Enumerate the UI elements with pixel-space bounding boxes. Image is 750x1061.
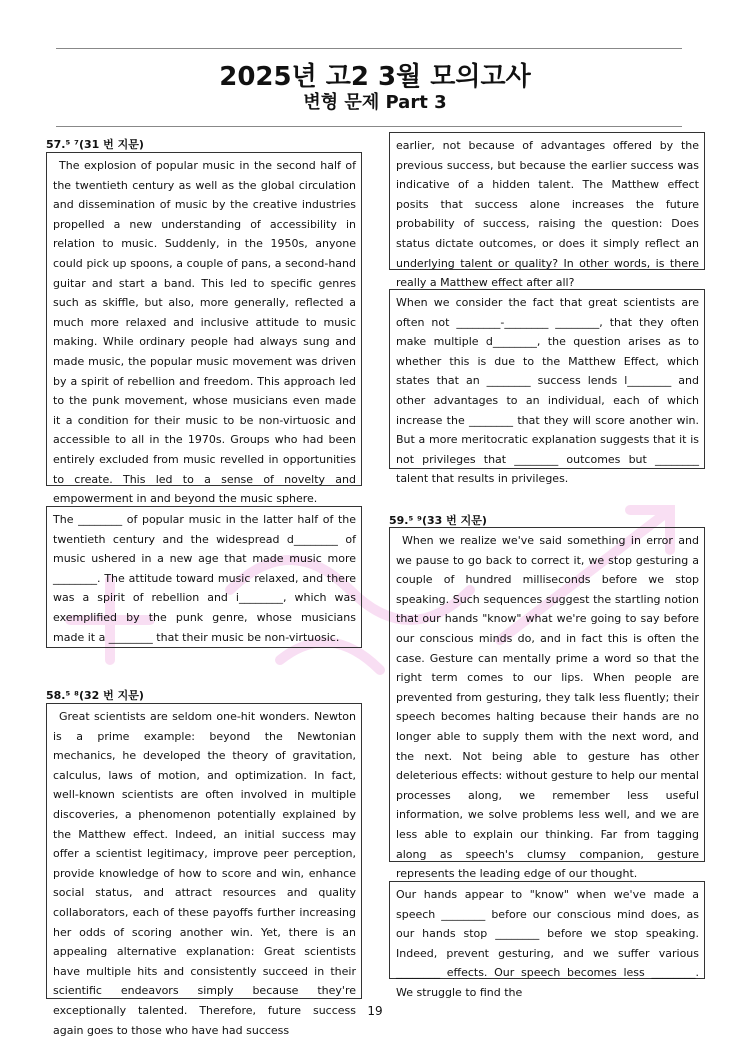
top-rule [56, 48, 682, 49]
question-58-passage-part1 [46, 703, 362, 1037]
page-number: 19 [367, 1004, 383, 1018]
page-subtitle: 변형 문제 Part 3 [303, 92, 447, 113]
question-59-passage [389, 527, 705, 881]
question-57-passage [46, 152, 362, 506]
question-57-label: 57.⁵ ⁷(31 번 지문) [46, 138, 144, 151]
page-title: 2025년 고2 3월 모의고사 [219, 62, 531, 92]
question-58-passage-part2 [389, 132, 705, 290]
passage-text: Great scientists are seldom one-hit wonders. Newton is a prime example: beyond the Newtonian mechanics, he developed the theory of gravitation, calculus, laws of motion, and optimization. In fact, well-known scientists are often involved in multiple discoveries, a phenomenon potentially explained by the Matthew effect. Indeed, an initial success may offer a scientist legitimacy, improve peer perception, provide knowledge of how to score and win, enhance social status, and attract resources and quality collaborators, each of these payoffs further increasing her odds of scoring another win. Yet, there is an appealing alternative explanation: Great scientists have multiple hits and consistently succeed in their scientific endeavors simply because they're exceptionally talented. Therefore, future success again goes to those who have had success [53, 710, 356, 1037]
summary-text: Our hands appear to "know" when we've made a speech ________ before our conscious mind does, as our hands stop ________ before we stop speaking. Indeed, prevent gesturing, and we suffer various ________ effects. Our speech becomes less ________. We struggle to find the [396, 888, 699, 999]
question-59-label: 59.⁵ ⁹(33 번 지문) [389, 514, 487, 527]
question-57-summary [46, 506, 362, 648]
summary-text: When we consider the fact that great scientists are often not ________-________ ________, that they often make multiple d________, the question arises as to whether this is due to the Matthew Effect, which states that an ________ success lends l________ and other advantages to an individual, each of which increase the ________ that they will score another win. But a more meritocratic explanation suggests that it is not privileges that ________ outcomes but ________ talent that results in privileges. [396, 296, 699, 486]
question-59-summary [389, 881, 705, 999]
question-58-label: 58.⁵ ⁸(32 번 지문) [46, 689, 144, 702]
question-58-summary [389, 289, 705, 486]
summary-text: The ________ of popular music in the latter half of the twentieth century and the widespread d________ of music ushered in a new age that made music more ________. The attitude toward music relaxed, and there was a spirit of rebellion and i________, which was exemplified by the punk genre, whose musicians made it a ________ that their music be non-virtuosic. [53, 513, 356, 644]
passage-text: The explosion of popular music in the second half of the twentieth century as well as the global circulation and dissemination of music by the creative industries propelled a new understanding of accessibility in relation to music. Suddenly, in the 1950s, anyone could pick up spoons, a couple of pans, a second-hand guitar and start a band. This led to specific genres such as skiffle, but also, more generally, reflected a much more relaxed and inclusive attitude to music making. While ordinary people had always sung and made music, the popular music movement was driven by a spirit of rebellion and freedom. This approach led to the punk movement, whose musicians even made it a condition for their music to be non-virtuosic and accessible to all in the 1970s. Groups who had been entirely excluded from music revelled in opportunities to create. This led to a sense of novelty and empowerment in and beyond the music sphere. [53, 159, 356, 506]
passage-text: When we realize we've said something in error and we pause to go back to correct it, we stop gesturing a couple of hundred milliseconds before we stop speaking. Such sequences suggest the startling notion that our hands "know" what we're going to say before our conscious minds do, and in fact this is often the case. Gesture can mentally prime a word so that the right term comes to our lips. When people are prevented from gesturing, they talk less fluently; their speech becomes halting because their hands are no longer able to supply them with the next word, and the next. Not being able to gesture has other deleterious effects: without gesture to help our mental processes along, we remember less useful information, we solve problems less well, and we are less able to explain our thinking. Far from tagging along as speech's clumsy companion, gesture represents the leading edge of our thought. [396, 534, 699, 881]
header-rule [56, 126, 682, 127]
passage-text: earlier, not because of advantages offered by the previous success, but because the earlier success was indicative of a hidden talent. The Matthew effect posits that success alone increases the future probability of success, raising the question: Does status dictate outcomes, or does it simply reflect an underlying talent or quality? In other words, is there really a Matthew effect after all? [396, 139, 699, 290]
